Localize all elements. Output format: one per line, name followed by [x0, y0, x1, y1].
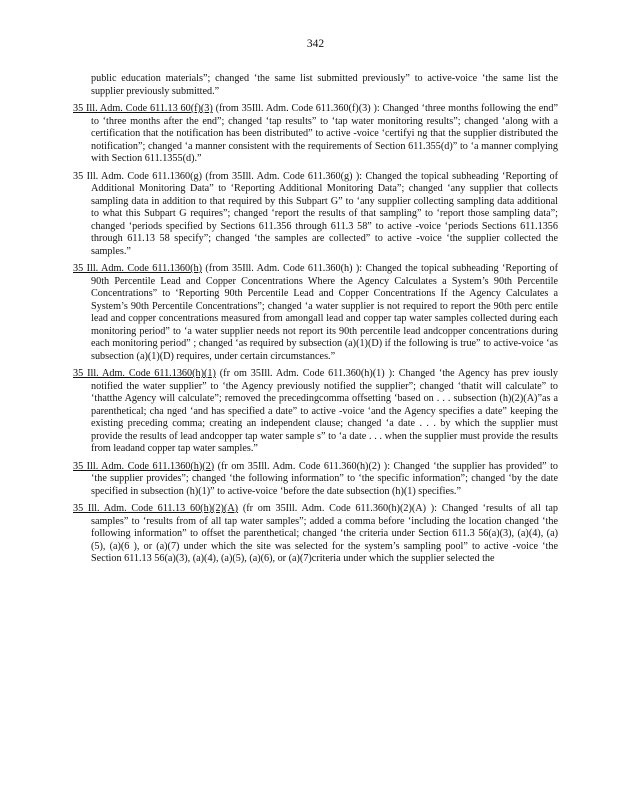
entry-611-1360-f-3: [73, 103, 558, 166]
entry-text: (fr om 35Ill. Adm. Code 611.360(h)(2) ): Changed ‘the supplier has provided” to ‘the supplier provides”; changed ‘the following information” to ‘the specific information”; changed ‘by the date specified in subsection (h)(1)” to active-voice ‘before the date subsection (h)(1) specifies.”: [91, 460, 558, 497]
entry-611-1360-g: [73, 171, 558, 259]
entry-text: (fr om 35Ill. Adm. Code 611.360(h)(1) ): Changed ‘the Agency has prev iously notified the water supplier” to ‘the Agency previously notified the supplier”; changed ‘thatit will calculate” to ‘thatthe Agency will calculate”; removed the precedingcomma offsetting ‘based on . . . subsection (h)(2)(A)”as a parenthetical; cha nged ‘and has specified a date” to active -voice ‘and the Agency specifies a date” keeping the existing preceding comma; creating an independent clause; changed ‘a date . . . by which the supplier must provide the results of lead andcopper tap water sample s” to ‘a date . . . when the supplier must provide the results from leadand copper tap water samples.”: [91, 368, 558, 454]
entry-611-1360-h-2-a: [73, 503, 558, 566]
entry-611-1360-h: [73, 263, 558, 363]
entry-text: 35 Ill. Adm. Code 611.1360(g) (from 35Ill. Adm. Code 611.360(g) ): Changed the topical subheading ‘Reporting of Additional Monitoring Data” to ‘Reporting Additional Monitoring Data”; changed ‘any supplier that collects sampling data in addition to that required by this Subpart G” to ‘any supplier collecting sampling data additional to what this Subpart G requires”; changed ‘report the results of that sampling” to ‘report those sampling data”; changed ‘periods specified by Sections 611.356 through 611.3 58” to active -voice ‘periods Sections 611.1356 through 611.13 58 specify”; changed ‘the samples are collected” to active -voice ‘the supplier collected the samples.”: [73, 170, 558, 257]
entry-text: (fr om 35Ill. Adm. Code 611.360(h)(2)(A) ): Changed ‘results of all tap samples” to ‘results from of all tap water samples”; added a comma before ‘including the location changed ‘the following information” to offset the parenthetical; changed ‘the criteria under Section 611.3 56(a)(3), (a)(4), (a)(5), (a)(6 ), or (a)(7) under which the site was selected for the system’s sampling pool” to active -voice ‘the Section 611.13 56(a)(3), (a)(4), (a)(5), (a)(6), or (a)(7)criteria under which the supplier selected the: [91, 503, 558, 564]
entry-text: (from 35Ill. Adm. Code 611.360(h) ): Changed the topical subheading ‘Reporting of 90th Percentile Lead and Copper Concentrations Where the Agency Calculates a System’s 90th Percentile Concentrations” to ‘Reporting 90th Percentile Lead and Copper Concentrations If the Agency Calculates a System’s 90th Percentile Concentrations”; changed ‘a water supplier is not required to report the 90th perc entile lead and copper concentrations measured from amongall lead and copper tap water samples collected during each monitoring period” to ‘a water supplier needs not report its 90th percentile lead andcopper concentrations during each monitoring period” ; changed ‘as required by subsection (a)(1)(D) if the following is true” to active-voice ‘as subsection (a)(1)(D) requires, under certain circumstances.”: [91, 263, 558, 362]
entry-citation: 35 Ill. Adm. Code 611.1360(h): [73, 263, 202, 274]
entries-list: [73, 73, 558, 566]
entry-611-1360-h-1: [73, 368, 558, 456]
entry-citation: 35 Ill. Adm. Code 611.13 60(h)(2)(A): [73, 503, 239, 514]
entry-continuation: [73, 73, 558, 98]
entry-611-1360-h-2: [73, 461, 558, 499]
entry-text: public education materials”; changed ‘the same list submitted previously” to active-voice ‘the same list the supplier previously submitted.”: [91, 73, 558, 97]
entry-citation: 35 Ill. Adm. Code 611.13 60(f)(3): [73, 103, 213, 114]
entry-citation: 35 Ill. Adm. Code 611.1360(h)(1): [73, 368, 216, 379]
entry-text: (from 35Ill. Adm. Code 611.360(f)(3) ): Changed ‘three months following the end” to ‘three months after the end”; changed ‘tap results” to ‘tap water monitoring results”; changed ‘along with a certification that the notification has been distributed” to active -voice ‘certifyi ng that the supplier distributed the notification”; changed ‘a manner consistent with the requirements of Section 611.355(d)” to ‘a manner complying with Section 611.1355(d).”: [91, 103, 558, 164]
page-number: 342: [306, 38, 325, 50]
entry-citation: 35 Ill. Adm. Code 611.1360(h)(2): [73, 460, 215, 472]
